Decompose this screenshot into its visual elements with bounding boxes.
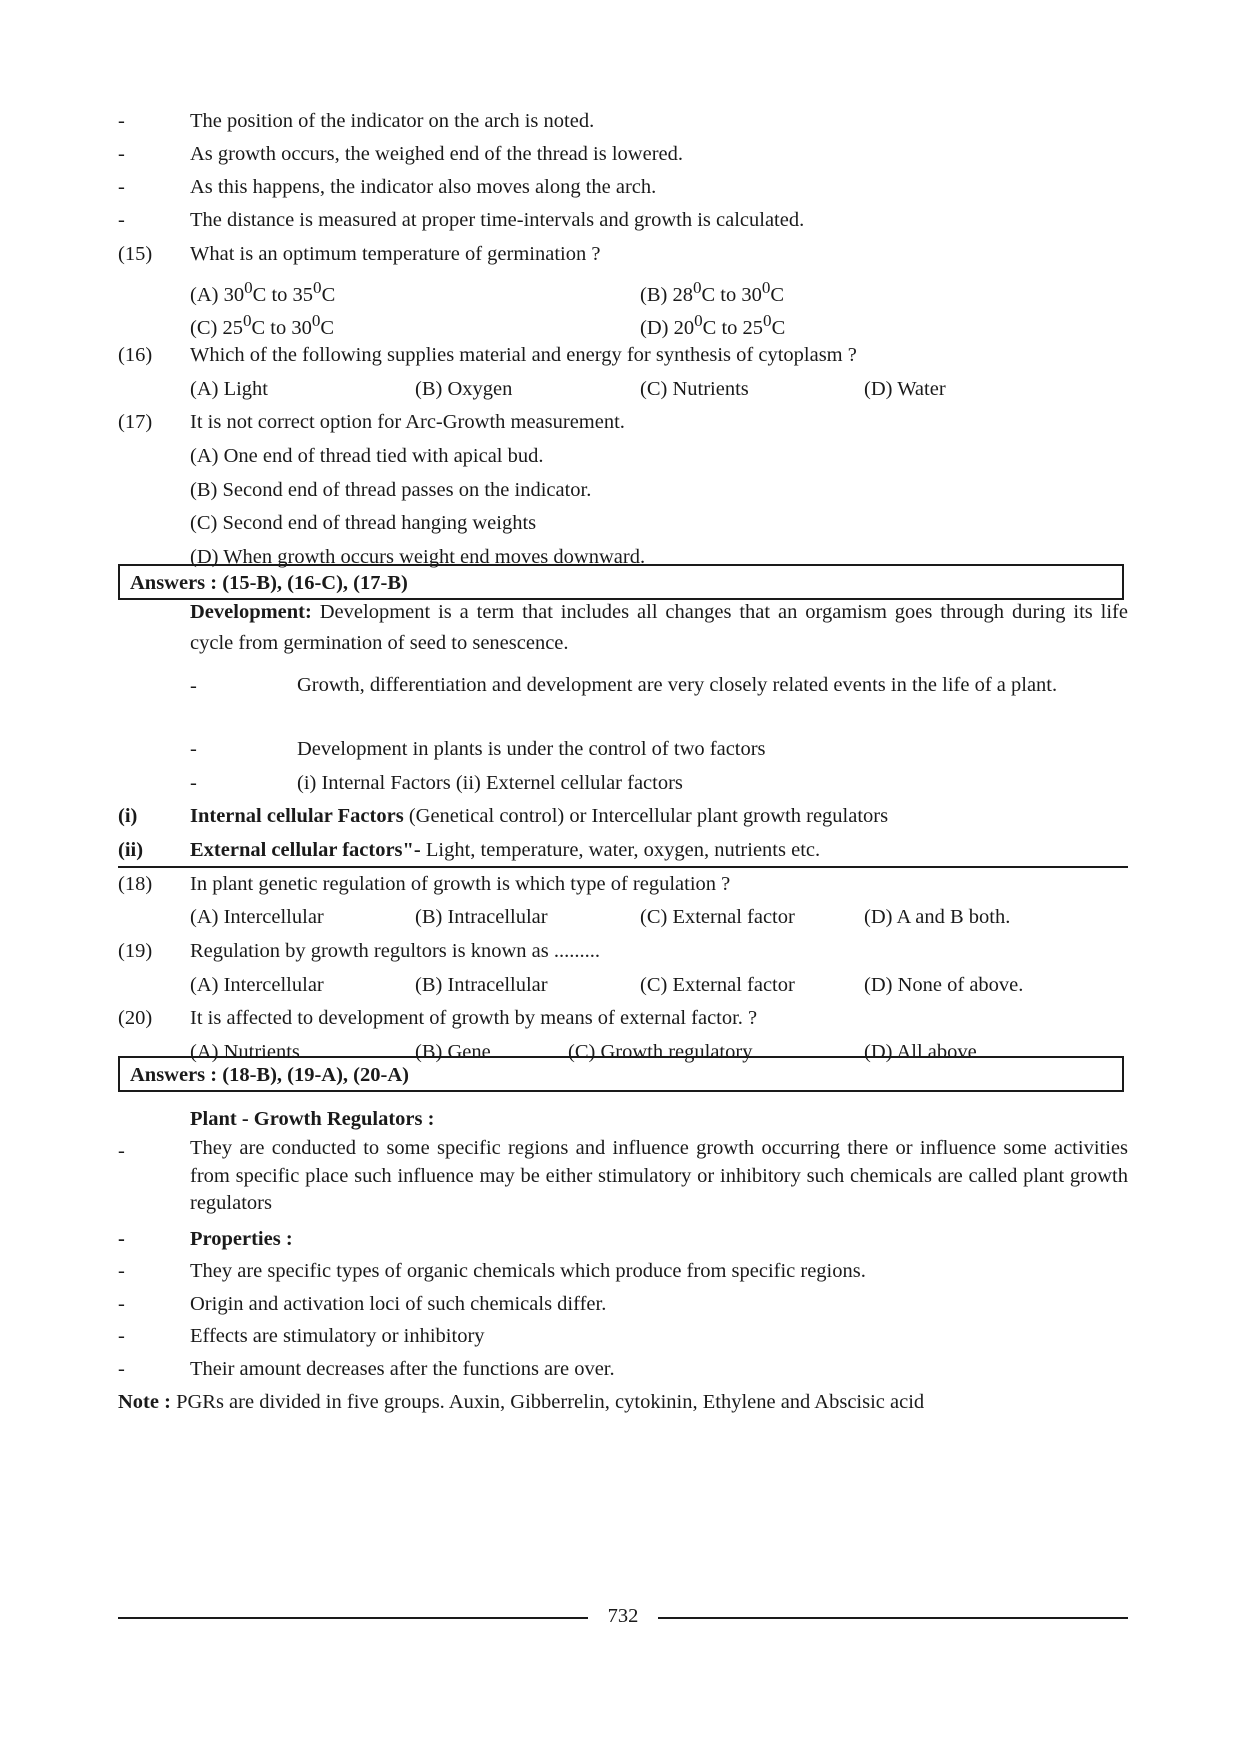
question-text: In plant genetic regulation of growth is which type of regulation ?	[190, 873, 731, 895]
answers-box	[118, 564, 1124, 600]
question-text: Regulation by growth regultors is known as .........	[190, 940, 600, 962]
bullet-marker: -	[118, 1293, 125, 1315]
bullet-text: (i) Internal Factors (ii) Externel cellular factors	[297, 772, 683, 794]
option-c: (C) Nutrients	[640, 378, 749, 400]
footer-rule-left	[118, 1617, 588, 1619]
option-d: (D) All above	[864, 1041, 977, 1063]
option-a: (A) Intercellular	[190, 974, 324, 996]
bullet-text: Development in plants is under the control of two factors	[297, 738, 766, 760]
question-text: It is not correct option for Arc-Growth measurement.	[190, 411, 625, 433]
bullet-marker: -	[118, 1228, 125, 1250]
divider	[118, 866, 1128, 868]
question-text: Which of the following supplies material and energy for synthesis of cytoplasm ?	[190, 344, 857, 366]
bullet-text: Effects are stimulatory or inhibitory	[190, 1325, 485, 1347]
option-b: (B) Intracellular	[415, 974, 548, 996]
bullet-text: They are specific types of organic chemicals which produce from specific regions.	[190, 1260, 866, 1282]
bullet-text: As this happens, the indicator also moves along the arch.	[190, 176, 657, 198]
page-number: 732	[607, 1605, 639, 1627]
bullet-text: The position of the indicator on the arch is noted.	[190, 110, 595, 132]
option-c: (C) Growth regulatory	[568, 1041, 753, 1063]
bullet-text: Their amount decreases after the functions are over.	[190, 1358, 615, 1380]
pgr-intro	[118, 1138, 1128, 1228]
question-number: (18)	[118, 873, 153, 895]
answers-text: Answers : (18-B), (19-A), (20-A)	[130, 1064, 409, 1086]
bullet-marker: -	[118, 110, 125, 132]
list-item	[118, 673, 1128, 735]
development-heading: Development:	[190, 601, 312, 623]
note-label: Note :	[118, 1391, 171, 1413]
document-page: - The position of the indicator on the arch is noted. - As growth occurs, the weighed end of the thread is lowered. - As this happens, the indicator also moves along the arch. - The distance is measured at proper time-intervals and growth is calculated. (15) What is an optimum temperature of germination ? (A) $30^0C$ to $35^0C$ (B) $28^0C$ to $30^0C$ (C) $25^0C$ to $30^0C$ (D) $20^0C$ to $25^0C$ (16) Which of the following supplies material and energy for synthesis of cytoplasm ? (A) Light (B) Oxygen (C) Nutrients (D) Water (17) It is not correct option for Arc-Growth measurement. (A) One end of thread tied with apical bud. (B) Second end of thread passes on the indicator. (C) Second end of thread hanging weights (D) When growth occurs weight end moves downward. Answers : (15-B), (16-C), (17-B) Development: Development is a term that includes all changes that an orgamism goes through during its life cycle from germination of seed to senescence. - Growth, differentiation and development are very closely related events in the life of a plant. - Development in plants is under the control of two factors - (i) Internal Factors (ii) Externel cellular factors (i) Internal cellular Factors (Genetical control) or Intercellular plant growth regulators (ii) External cellular factors"- Light, temperature, water, oxygen, nutrients etc. (18) In plant genetic regulation of growth is which type of regulation ? (A) Intercellular (B) Intracellular (C) External factor (D) A and B both. (19) Regulation by growth regultors is known as ......... (A) Intercellular (B) Intracellular (C) External factor (D) None of above. (20) It is affected to development of growth by means of external factor. ? (A) Nutrients (B) Gene (C) Growth regulatory (D) All above Answers : (18-B), (19-A), (20-A) Plant - Growth Regulators : - They are conducted to some specific regions and influence growth occurring there or influence some activities from specific place such influence may be either stimulatory or inhibitory such chemicals are called plant growth regulators - Properties : - They are specific types of organic chemicals which produce from specific regions. - Origin and activation loci of such chemicals differ. - Effects are stimulatory or inhibitory - Their amount decreases after the functions are over. Note : PGRs are divided in five groups. Auxin, Gibberrelin, cytokinin, Ethylene and Abscisic acid 732	[118, 110, 1128, 1627]
bullet-marker: -	[118, 143, 125, 165]
question-number: (20)	[118, 1007, 153, 1029]
pgr-intro-text: They are conducted to some specific regions and influence growth occurring there or influence some activities from specific place such influence may be either stimulatory or inhibitory such chemicals are called plant growth regulators	[190, 1137, 1128, 1214]
option-c: (C) External factor	[640, 974, 795, 996]
pgr-heading: Plant - Growth Regulators :	[190, 1108, 435, 1130]
properties-heading: Properties :	[190, 1228, 293, 1250]
question-number: (16)	[118, 344, 153, 366]
bullet-marker: -	[118, 209, 125, 231]
development-paragraph: Development: Development is a term that includes all changes that an orgamism goes through during its life cycle from germination of seed to senescence.	[190, 601, 1128, 654]
bullet-marker: -	[118, 1325, 125, 1347]
bullet-text: As growth occurs, the weighed end of the thread is lowered.	[190, 143, 683, 165]
bullet-marker: -	[118, 1260, 125, 1282]
option-b: (B) $28^0C$ to $30^0C$	[640, 278, 785, 306]
option-b: (B) Gene	[415, 1041, 491, 1063]
bullet-text: Growth, differentiation and development are very closely related events in the life of a plant.	[297, 674, 1058, 696]
option-d: (D) A and B both.	[864, 906, 1011, 928]
bullet-marker: -	[118, 176, 125, 198]
bullet-text: The distance is measured at proper time-intervals and growth is calculated.	[190, 209, 805, 231]
option-c: (C) $25^0C$ to $30^0C$	[190, 311, 335, 339]
option-d: (D) None of above.	[864, 974, 1024, 996]
question-text: What is an optimum temperature of germination ?	[190, 243, 601, 265]
option-a: (A) Intercellular	[190, 906, 324, 928]
factor-marker: (ii)	[118, 839, 144, 861]
option-b: (B) Intracellular	[415, 906, 548, 928]
bullet-marker: -	[118, 1140, 125, 1162]
question-text: It is affected to development of growth by means of external factor. ?	[190, 1007, 758, 1029]
factor-marker: (i)	[118, 805, 138, 827]
question-number: (17)	[118, 411, 153, 433]
option-a: (A) $30^0C$ to $35^0C$	[190, 278, 336, 306]
option-c: (C) External factor	[640, 906, 795, 928]
bullet-marker: -	[118, 1358, 125, 1380]
answers-text: Answers : (15-B), (16-C), (17-B)	[130, 572, 408, 594]
option-a: (A) Nutrients	[190, 1041, 300, 1063]
answers-box	[118, 1056, 1124, 1092]
option-b: (B) Oxygen	[415, 378, 513, 400]
bullet-text: Origin and activation loci of such chemicals differ.	[190, 1293, 607, 1315]
footer-rule-right	[658, 1617, 1128, 1619]
option-a: (A) Light	[190, 378, 268, 400]
option-d: (D) $20^0C$ to $25^0C$	[640, 311, 786, 339]
option-d: (D) Water	[864, 378, 946, 400]
question-number: (15)	[118, 243, 153, 265]
bullet-marker: -	[190, 772, 197, 794]
bullet-marker: -	[190, 738, 197, 760]
note-text: PGRs are divided in five groups. Auxin, Gibberrelin, cytokinin, Ethylene and Abscisic acid	[170, 1391, 925, 1413]
bullet-marker: -	[190, 675, 197, 697]
question-number: (19)	[118, 940, 153, 962]
note	[118, 1389, 1128, 1415]
